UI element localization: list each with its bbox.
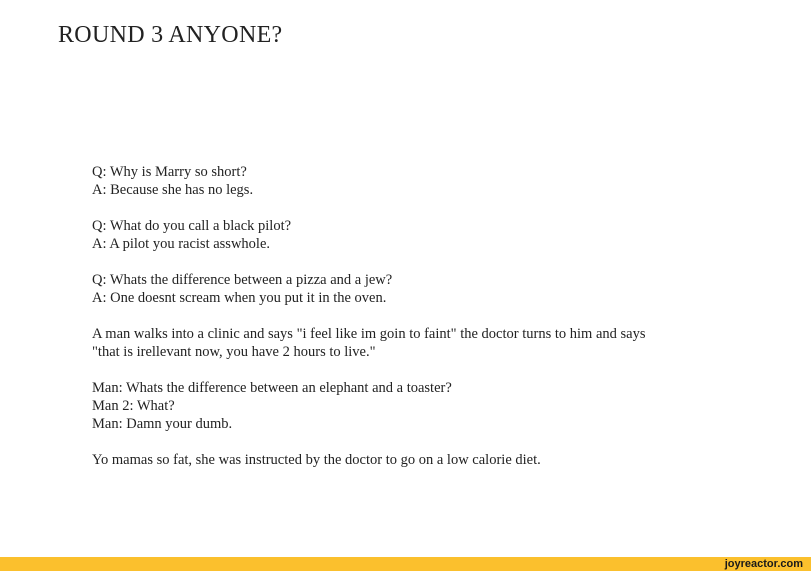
joke-line: Man: Whats the difference between an elephant and a toaster?: [92, 380, 452, 396]
joke-line: "that is irellevant now, you have 2 hours to live.": [92, 344, 376, 360]
joke-line: Q: What do you call a black pilot?: [92, 218, 292, 234]
watermark-link[interactable]: joyreactor.com: [724, 558, 803, 570]
page-title: ROUND 3 ANYONE?: [58, 22, 283, 48]
joke-line: Q: Why is Marry so short?: [92, 164, 247, 180]
joke-block: [92, 163, 772, 199]
joke-line: Q: Whats the difference between a pizza and a jew?: [92, 272, 393, 288]
joke-line: A man walks into a clinic and says "i feel like im goin to faint" the doctor turns to him and says: [92, 326, 646, 342]
joke-line: Man 2: What?: [92, 398, 175, 414]
joke-line: A: A pilot you racist asswhole.: [92, 236, 271, 252]
joke-line: Yo mamas so fat, she was instructed by the doctor to go on a low calorie diet.: [92, 452, 541, 468]
joke-block: [92, 451, 772, 469]
joke-list: [92, 163, 772, 487]
joke-block: [92, 325, 772, 361]
joke-block: [92, 217, 772, 253]
joke-block: [92, 271, 772, 307]
joke-line: A: One doesnt scream when you put it in the oven.: [92, 290, 387, 306]
footer-bar: [0, 557, 811, 571]
joke-line: Man: Damn your dumb.: [92, 416, 233, 432]
joke-line: A: Because she has no legs.: [92, 182, 254, 198]
joke-block: [92, 379, 772, 433]
